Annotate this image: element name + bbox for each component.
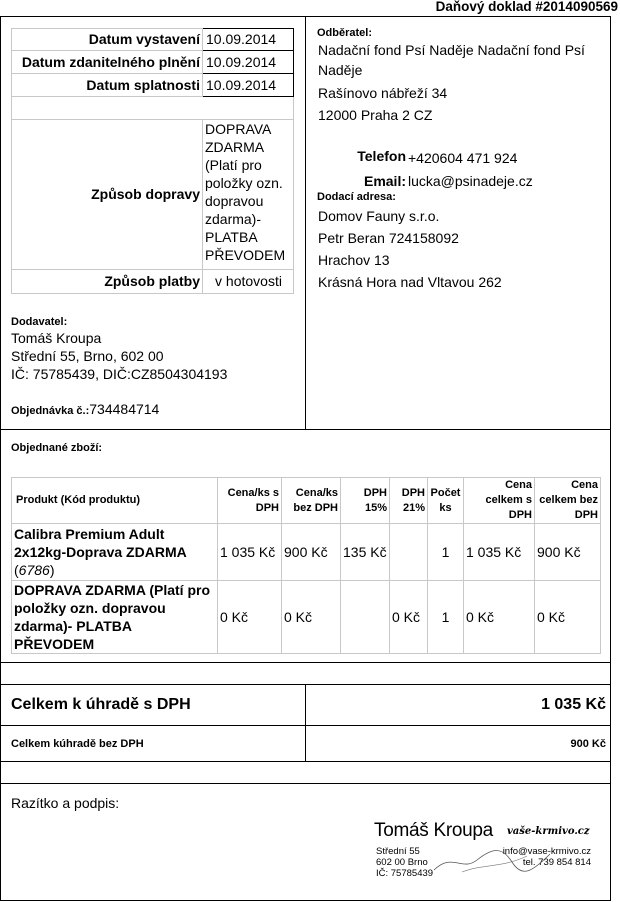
customer-heading: Odběratel: [317, 27, 373, 39]
totals-bottom-line [0, 761, 611, 762]
customer-street: Rašínovo nábřeží 34 [318, 85, 448, 101]
qty-cell: 1 [428, 524, 464, 581]
supplier-block [11, 329, 227, 383]
product-name: DOPRAVA ZDARMA (Platí pro položky ozn. dopravou zdarma)- PLATBA PŘEVODEM [12, 581, 218, 654]
supplier-ids: IČ: 75785439, DIČ:CZ8504304193 [11, 366, 228, 382]
col-vat21: DPH 21% [390, 478, 428, 524]
supplier-name: Tomáš Kroupa [11, 330, 102, 346]
stamp-brand: vaše-krmivo.cz [507, 826, 590, 837]
total-novat-value: 900 Kč [570, 738, 606, 750]
total-novat-label: Celkem kúhradě bez DPH [11, 738, 144, 750]
total-vat-label: Celkem k úhradě s DPH [11, 696, 191, 713]
col-price-vat: Cena/ks s DPH [218, 478, 282, 524]
price-vat-cell: 0 Kč [218, 581, 282, 654]
total-vat-value: 1 035 Kč [541, 696, 606, 713]
table-row [12, 524, 601, 581]
shipping-value: DOPRAVA ZDARMA (Platí pro položky ozn. dopravou zdarma)- PLATBA PŘEVODEM [203, 120, 294, 270]
delivery-line: Petr Beran 724158092 [318, 230, 459, 246]
vat15-cell [341, 581, 390, 654]
invoice-info-table [11, 28, 294, 294]
product-name: Calibra Premium Adult 2x12kg-Doprava ZDARMA [14, 526, 187, 560]
table-row [12, 581, 601, 654]
totals-divider [305, 684, 306, 762]
customer-city: 12000 Praha 2 CZ [318, 107, 433, 123]
supplier-heading: Dodavatel: [11, 316, 68, 328]
stamp-address [376, 846, 433, 879]
goods-heading: Objednané zboží: [11, 442, 103, 454]
goods-bottom-line [0, 662, 611, 663]
vat21-cell: 0 Kč [390, 581, 428, 654]
document-title: Daňový doklad #2014090569 [435, 0, 618, 14]
due-date-label: Datum splatnosti [12, 74, 203, 97]
phone-label: Telefon [357, 148, 406, 164]
total-vat-cell: 1 035 Kč [464, 524, 535, 581]
stamp-line: IČ: 75785439 [376, 868, 434, 879]
goods-top-line [0, 429, 611, 430]
company-stamp [372, 820, 597, 886]
delivery-line: Hrachov 13 [318, 252, 390, 268]
shipping-label: Způsob dopravy [12, 120, 203, 270]
totals-middle-line [0, 725, 611, 726]
issue-date-value: 10.09.2014 [203, 29, 294, 51]
signature-top-line [0, 783, 611, 784]
goods-table [11, 477, 601, 654]
spacer-row [12, 97, 294, 120]
customer-name: Nadační fond Psí Naděje Nadační fond Psí Naděje [318, 42, 585, 78]
product-cell: Calibra Premium Adult 2x12kg-Doprava ZDARMA (6786) [12, 524, 218, 581]
col-price-novat: Cena/ks bez DPH [282, 478, 341, 524]
taxable-date-label: Datum zdanitelného plnění [12, 51, 203, 74]
stamp-line: tel. 739 854 814 [522, 857, 591, 868]
col-vat15: DPH 15% [341, 478, 390, 524]
email-label: Email: [363, 173, 406, 189]
total-novat-cell: 0 Kč [535, 581, 601, 654]
email-value: lucka@psinadeje.cz [408, 173, 533, 189]
stamp-line: info@vase-krmivo.cz [502, 846, 591, 857]
order-line [11, 401, 159, 419]
signature-label: Razítko a podpis: [11, 795, 120, 811]
order-number: 734484714 [89, 401, 160, 417]
total-novat-cell: 900 Kč [535, 524, 601, 581]
payment-value: v hotovosti [203, 270, 294, 294]
price-vat-cell: 1 035 Kč [218, 524, 282, 581]
stamp-name: Tomáš Kroupa [374, 820, 493, 841]
payment-label: Způsob platby [12, 270, 203, 294]
supplier-address: Střední 55, Brno, 602 00 [11, 348, 164, 364]
stamp-line: Střední 55 [376, 846, 420, 857]
delivery-heading: Dodací adresa: [317, 191, 396, 203]
signature-scribble [432, 842, 552, 876]
qty-cell: 1 [428, 581, 464, 654]
price-novat-cell: 900 Kč [282, 524, 341, 581]
product-code: 6786 [18, 562, 50, 578]
delivery-address [318, 205, 502, 293]
phone-value: +420604 471 924 [408, 150, 518, 166]
col-total-vat: Cena celkem s DPH [464, 478, 535, 524]
order-label: Objednávka č.: [11, 405, 90, 417]
col-total-novat: Cena celkem bez DPH [535, 478, 601, 524]
price-novat-cell: 0 Kč [282, 581, 341, 654]
delivery-line: Krásná Hora nad Vltavou 262 [318, 274, 502, 290]
delivery-line: Domov Fauny s.r.o. [318, 208, 440, 224]
vat21-cell [390, 524, 428, 581]
due-date-value: 10.09.2014 [203, 74, 294, 97]
header-divider [305, 16, 306, 430]
issue-date-label: Datum vystavení [12, 29, 203, 51]
total-vat-cell: 0 Kč [464, 581, 535, 654]
col-product: Produkt (Kód produktu) [12, 478, 218, 524]
taxable-date-value: 10.09.2014 [203, 51, 294, 74]
stamp-line: 602 00 Brno [376, 857, 428, 868]
col-qty: Počet ks [428, 478, 464, 524]
vat15-cell: 135 Kč [341, 524, 390, 581]
